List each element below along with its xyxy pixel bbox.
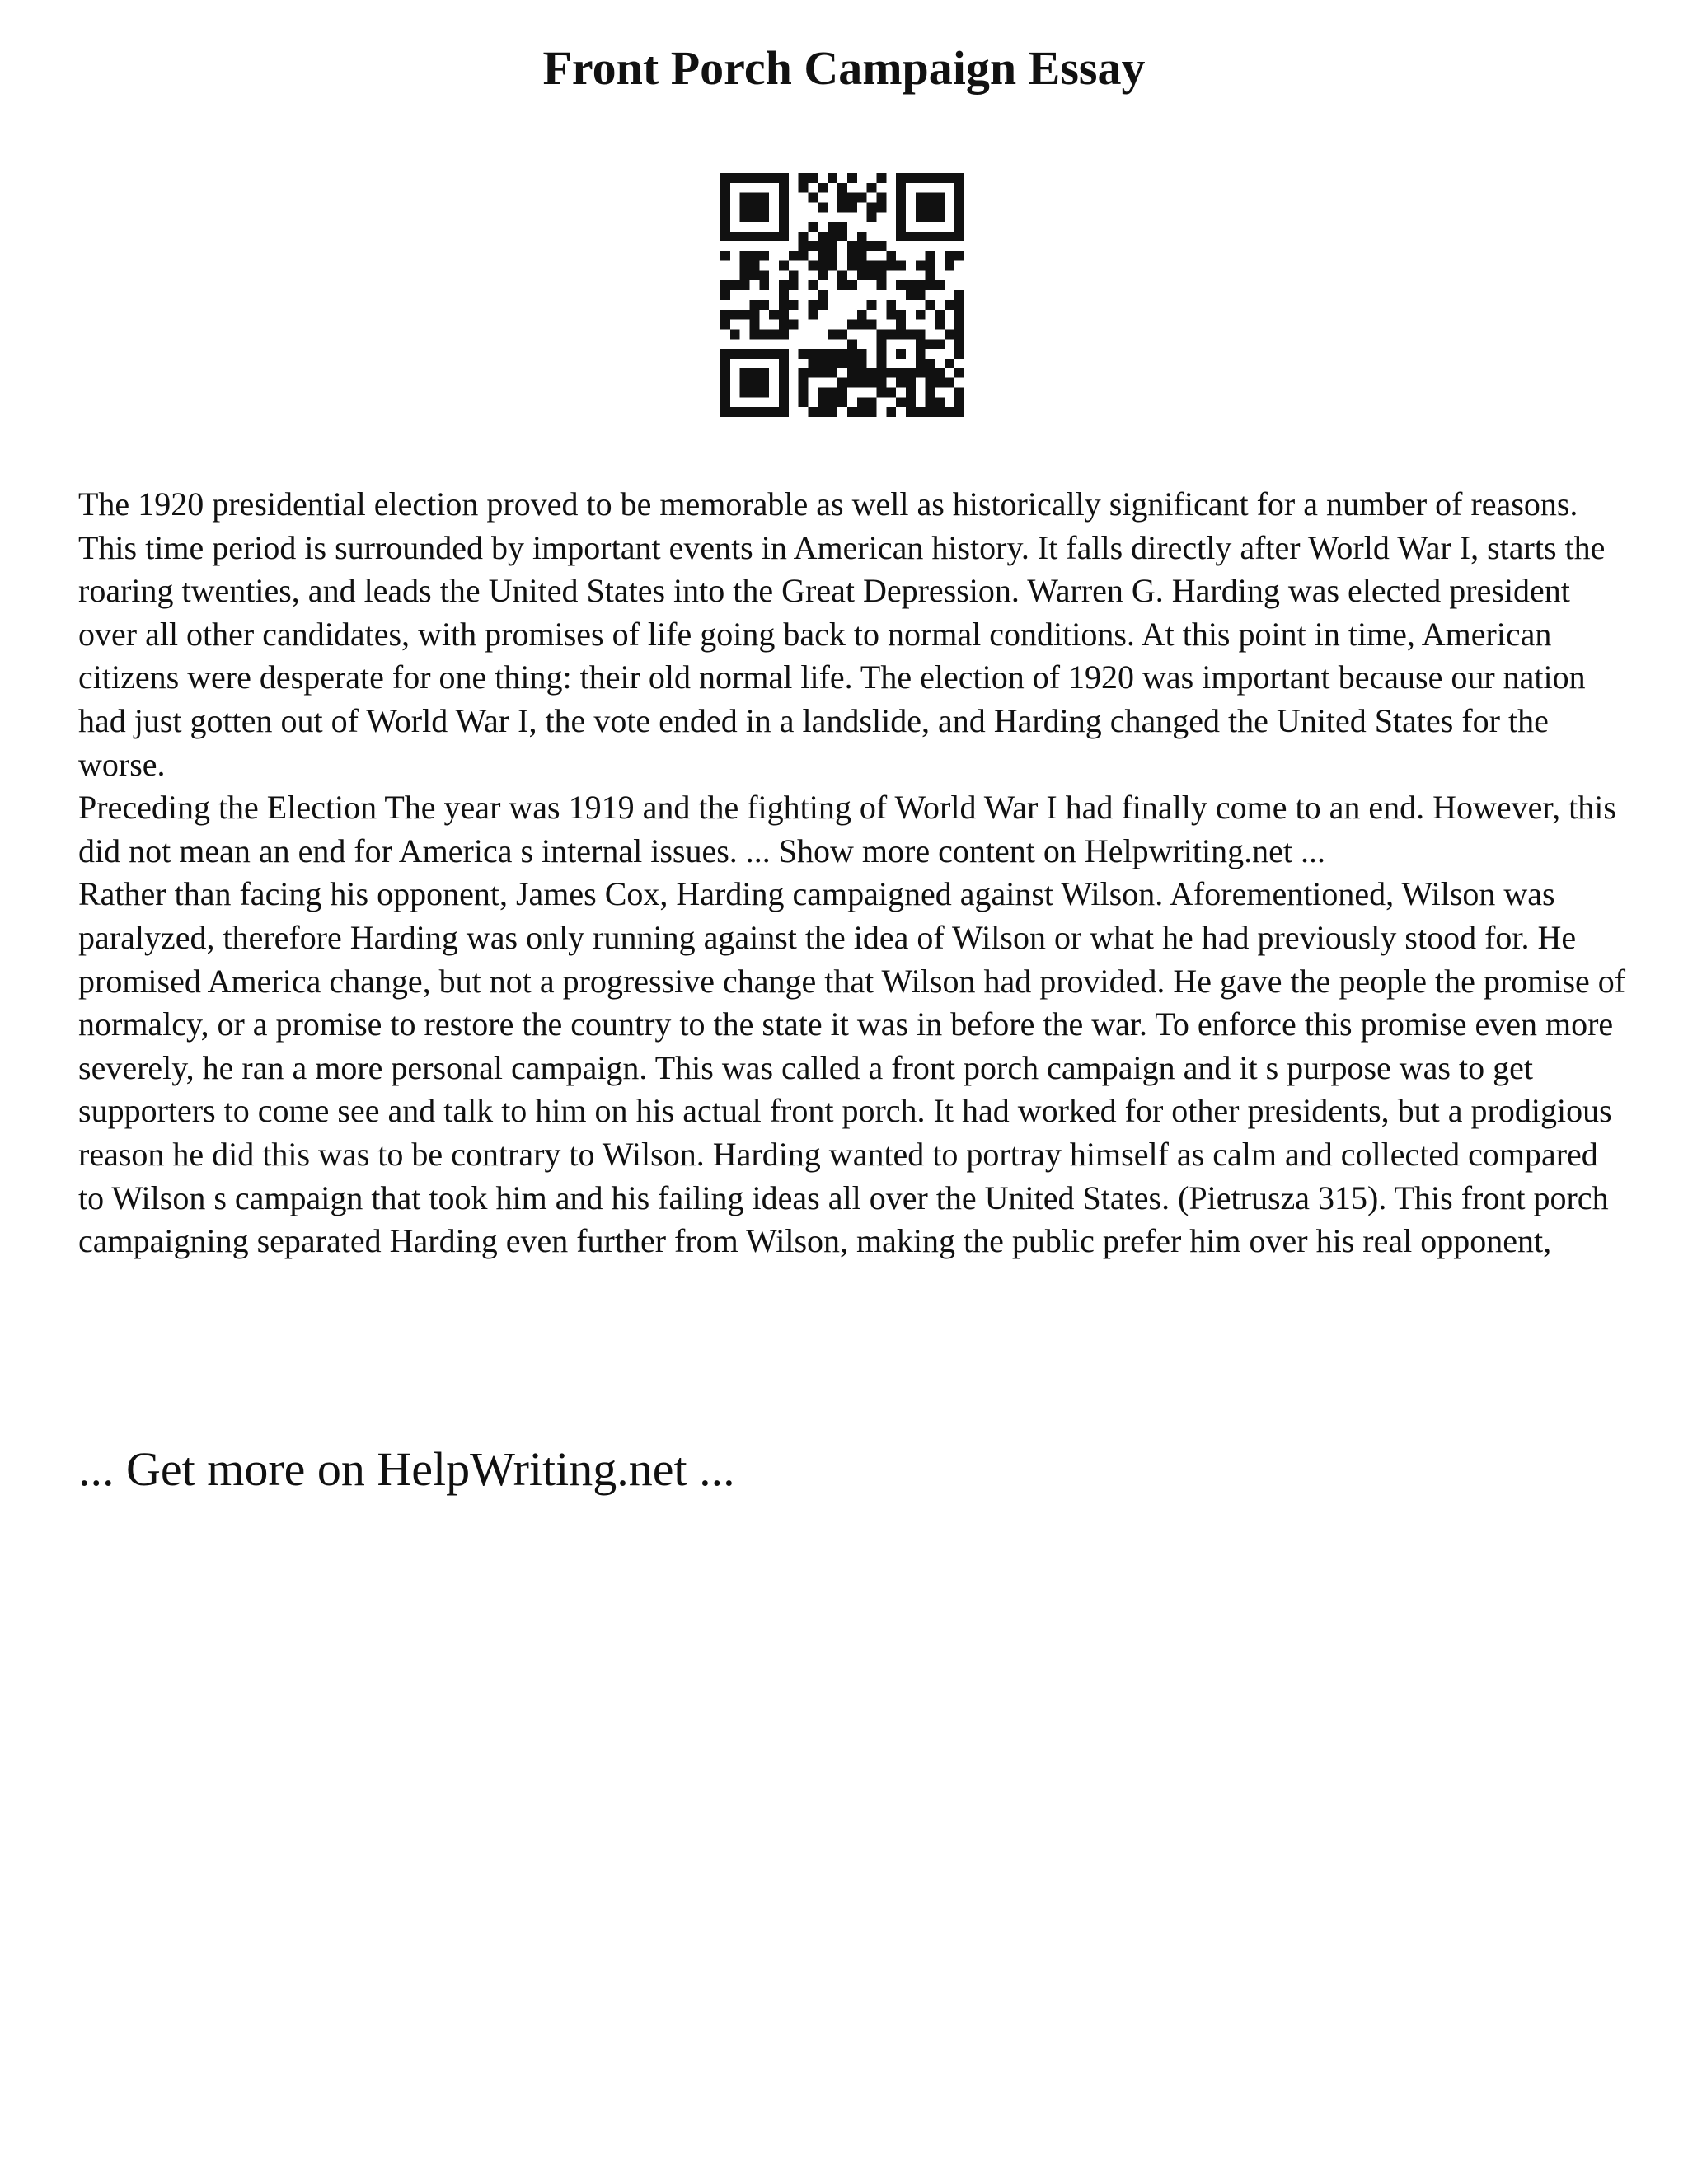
paragraph-intro: The 1920 presidential election proved to be memorable as well as historically significant for a number of reasons. This time period is surrounded by important events in American history. It falls directly after World War I, starts the roaring twenties, and leads the United States into the Great Depression. Warren G. Harding was elected president over all other candidates, with promises of life going back to normal conditions. At this point in time, American citizens were desperate for one thing: their old normal life. The election of 1920 was important because our nation had just gotten out of World War I, the vote ended in a landslide, and Harding changed the United States for the worse. — [78, 485, 1606, 783]
paragraph-preceding: Preceding the Election The year was 1919 and the fighting of World War I had finally come to an end. However, this did not mean an end for America s internal issues. ... Show more content on Helpwriting.net ... — [78, 789, 1616, 869]
paragraph-campaign: Rather than facing his opponent, James Cox, Harding campaigned against Wilson. Aforementioned, Wilson was paralyzed, therefore Harding was only running against the idea of Wilson or what he had previously stood for. He promised America change, but not a progressive change that Wilson had provided. He gave the people the promise of normalcy, or a promise to restore the country to the state it was in before the war. To enforce this promise even more severely, he ran a more personal campaign. This was called a front porch campaign and it s purpose was to get supporters to come see and talk to him on his actual front porch. It had worked for other presidents, but a prodigious reason he did this was to be contrary to Wilson. Harding wanted to portray himself as calm and collected compared to Wilson s campaign that took him and his failing ideas all over the United States. (Pietrusza 315). This front porch campaigning separated Harding even further from Wilson, making the public prefer him over his real opponent, — [78, 875, 1626, 1260]
essay-body — [78, 483, 1628, 1263]
qr-code-graphic — [720, 173, 964, 417]
document-title: Front Porch Campaign Essay — [542, 41, 1146, 95]
get-more-link[interactable]: ... Get more on HelpWriting.net ... — [78, 1442, 735, 1496]
qr-code-icon[interactable] — [720, 173, 964, 417]
